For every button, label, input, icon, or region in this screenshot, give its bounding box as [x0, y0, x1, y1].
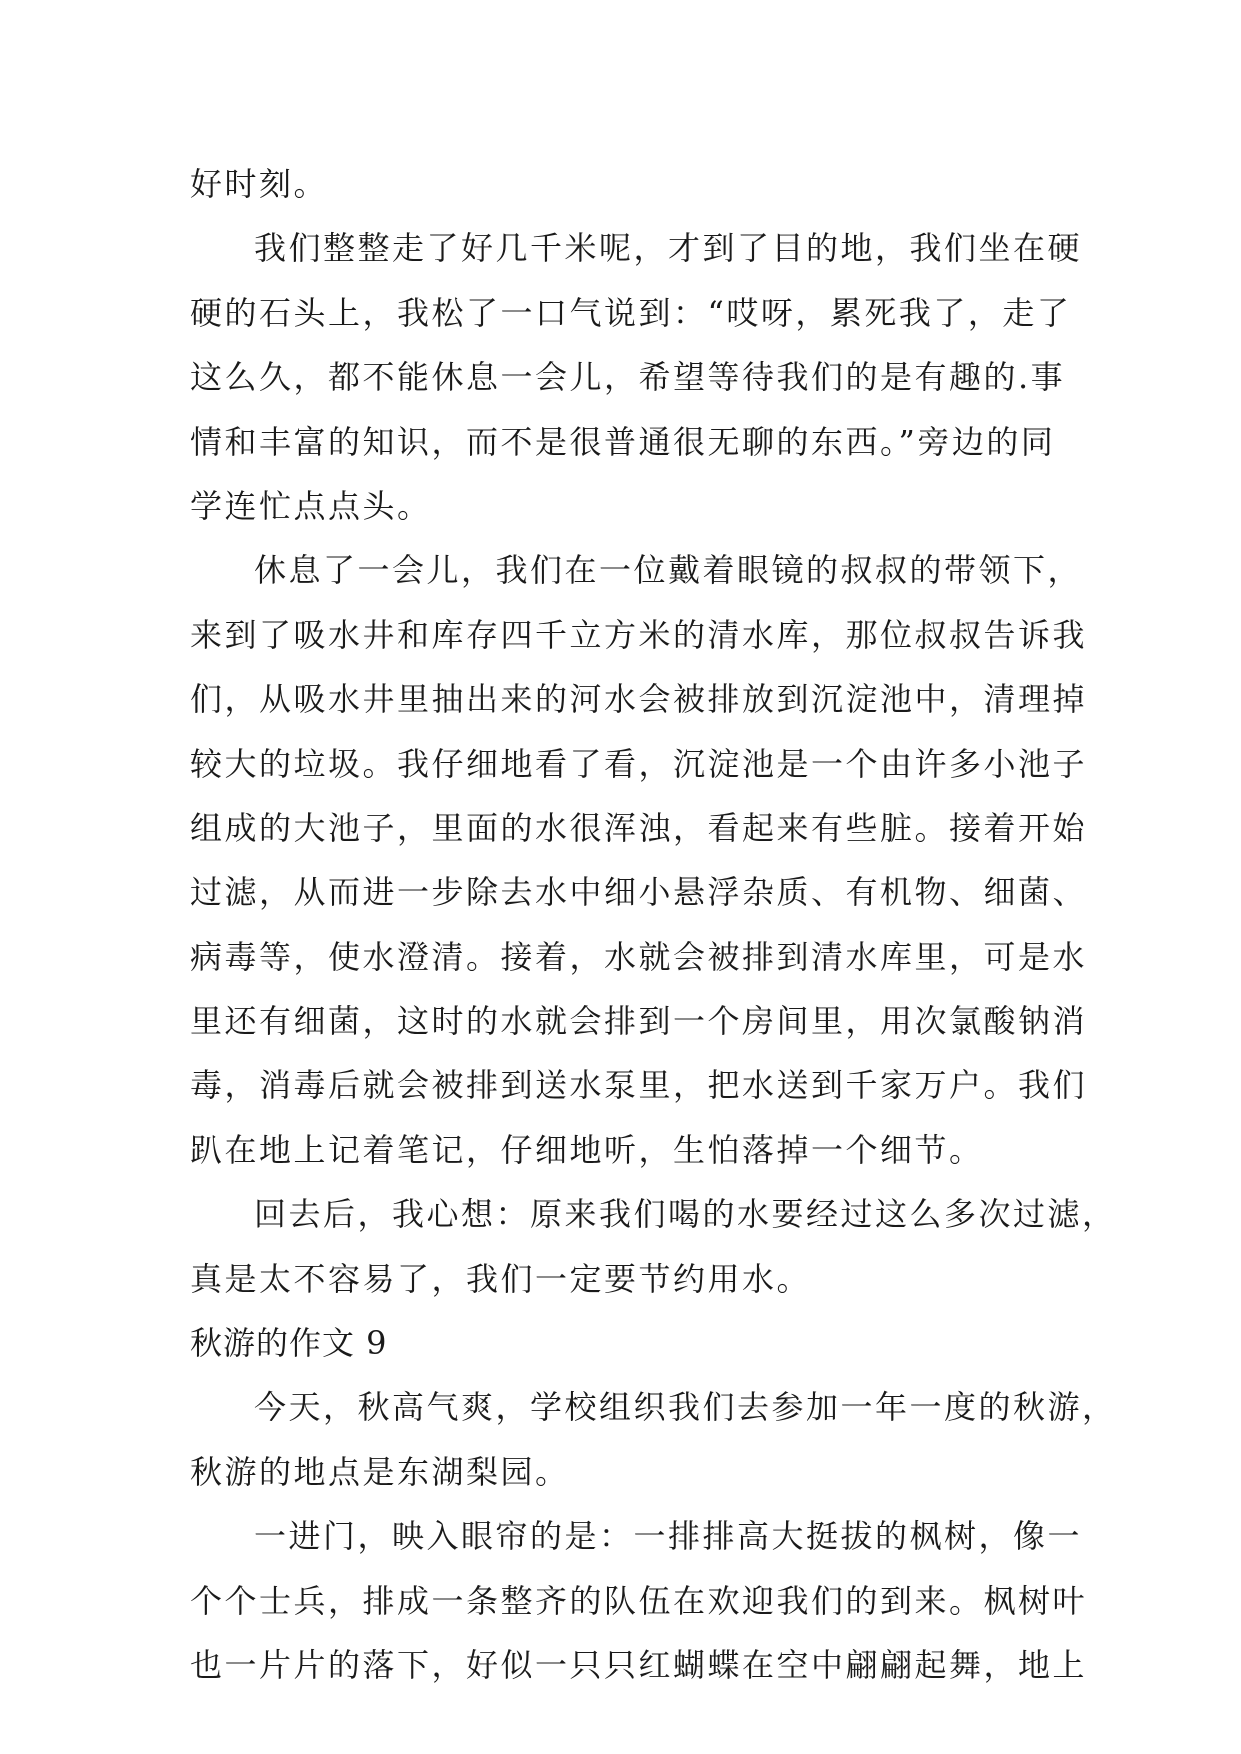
text-line: 情和丰富的知识，而不是很普通很无聊的东西。”旁边的同	[190, 422, 1056, 461]
paragraph-first-line: 我们整整走了好几千米呢，才到了目的地，我们坐在硬	[254, 229, 1083, 268]
text-line: 硬的石头上，我松了一口气说到：“哎呀，累死我了，走了	[190, 293, 1072, 332]
text-line: 毒，消毒后就会被排到送水泵里，把水送到千家万户。我们	[190, 1066, 1088, 1105]
text-line: 真是太不容易了，我们一定要节约用水。	[190, 1259, 812, 1298]
text-line: 学连忙点点头。	[190, 486, 432, 525]
text-line: 趴在地上记着笔记，仔细地听，生怕落掉一个细节。	[190, 1130, 984, 1169]
paragraph-first-line: 回去后，我心想：原来我们喝的水要经过这么多次过滤，	[254, 1195, 1117, 1234]
text-line: 组成的大池子，里面的水很浑浊，看起来有些脏。接着开始	[190, 808, 1088, 847]
text-line: 里还有细菌，这时的水就会排到一个房间里，用次氯酸钠消	[190, 1002, 1088, 1041]
text-line: 秋游的地点是东湖梨园。	[190, 1452, 570, 1491]
text-line: 这么久，都不能休息一会儿，希望等待我们的是有趣的.事	[190, 358, 1066, 397]
text-line: 个个士兵，排成一条整齐的队伍在欢迎我们的到来。枫树叶	[190, 1581, 1088, 1620]
text-line: 来到了吸水井和库存四千立方米的清水库，那位叔叔告诉我	[190, 615, 1088, 654]
text-line: 们，从吸水井里抽出来的河水会被排放到沉淀池中，清理掉	[190, 680, 1088, 719]
text-line: 病毒等，使水澄清。接着，水就会被排到清水库里，可是水	[190, 937, 1088, 976]
paragraph-first-line: 休息了一会儿，我们在一位戴着眼镜的叔叔的带领下，	[254, 551, 1083, 590]
paragraph-first-line: 今天，秋高气爽，学校组织我们去参加一年一度的秋游，	[254, 1388, 1117, 1427]
text-line: 好时刻。	[190, 165, 329, 203]
text-line: 较大的垃圾。我仔细地看了看，沉淀池是一个由许多小池子	[190, 744, 1088, 783]
section-heading: 秋游的作文 9	[190, 1324, 388, 1363]
text-line: 过滤，从而进一步除去水中细小悬浮杂质、有机物、细菌、	[190, 873, 1088, 912]
paragraph-first-line: 一进门，映入眼帘的是：一排排高大挺拔的枫树，像一	[254, 1517, 1083, 1556]
text-line: 也一片片的落下，好似一只只红蝴蝶在空中翩翩起舞，地上	[190, 1645, 1088, 1684]
document-body	[190, 152, 1117, 1697]
